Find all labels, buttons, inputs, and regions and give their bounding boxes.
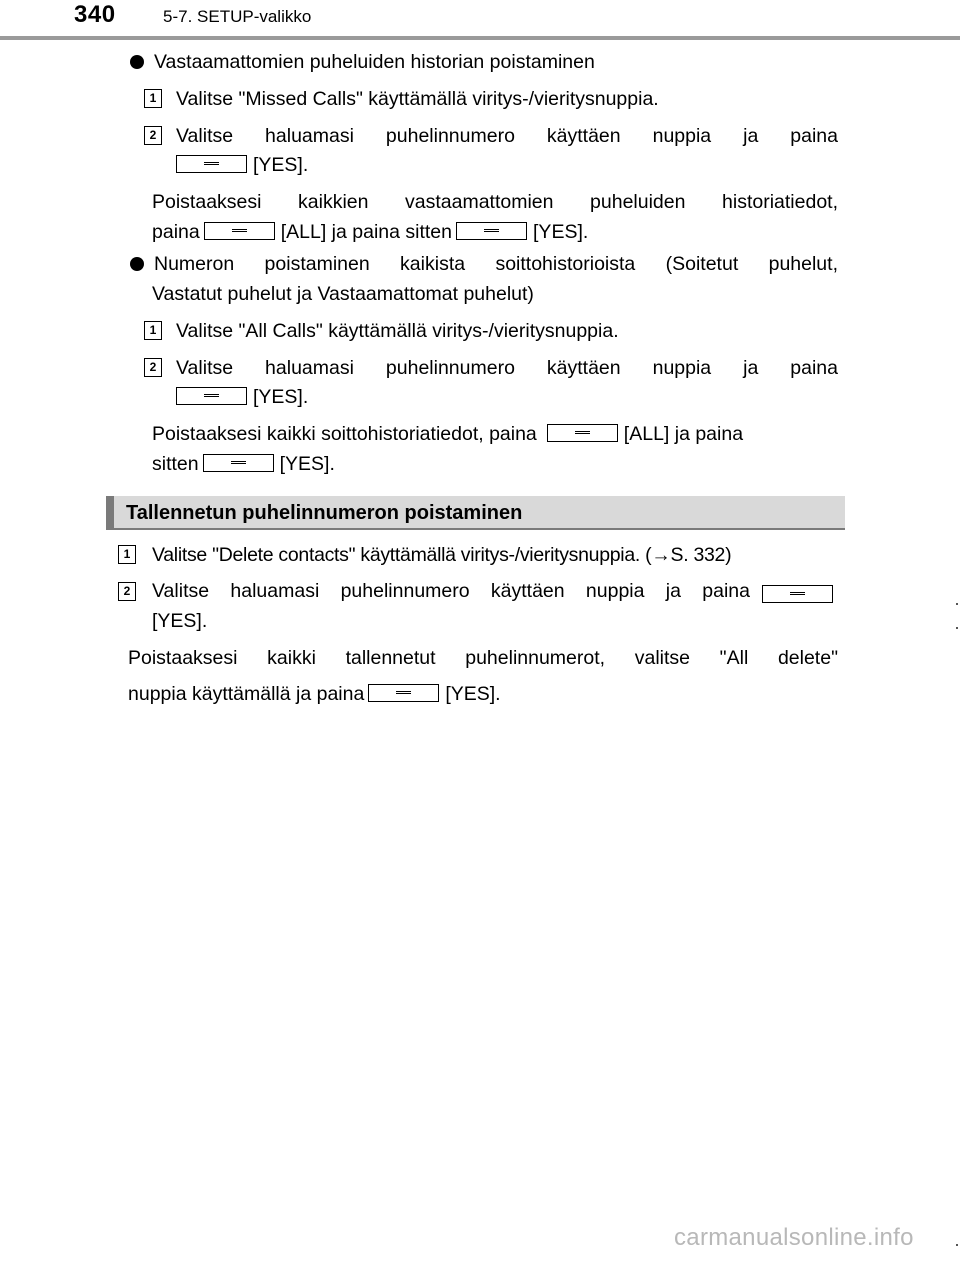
- note-text: Poistaaksesi kaikki soittohistoriatiedot, paina [ALL] ja paina: [152, 423, 744, 445]
- heading-underline: [106, 528, 845, 530]
- step-number: 2: [144, 126, 162, 145]
- watermark: carmanualsonline.info: [674, 1224, 914, 1251]
- menu-button-icon: [762, 585, 833, 603]
- edge-mark: [956, 627, 958, 629]
- menu-button-icon: [547, 424, 618, 442]
- step-text: Valitse "Missed Calls" käyttämällä viritys-/vieritysnuppia.: [176, 88, 659, 110]
- header-divider: [0, 36, 960, 40]
- step-number: 1: [144, 89, 162, 108]
- heading-accent: [106, 496, 114, 530]
- page-number: 340: [74, 1, 116, 28]
- menu-button-icon: [456, 222, 527, 240]
- arrow-icon: →: [651, 544, 671, 566]
- block-title: Numeron poistaminen kaikista soittohistorioista (Soitetut puhelut,: [154, 253, 838, 275]
- note-text-cont: sitten [YES].: [152, 453, 335, 475]
- bullet-icon: [130, 257, 144, 271]
- edge-mark: [956, 603, 958, 605]
- step-text: Valitse "Delete contacts" käyttämällä viritys-/vieritysnuppia. (→S. 332): [152, 544, 732, 566]
- note-text: Poistaaksesi kaikkien vastaamattomien puheluiden historiatiedot,: [152, 191, 838, 213]
- section-heading: [106, 496, 845, 530]
- section-heading-text: Tallennetun puhelinnumeron poistaminen: [126, 502, 523, 524]
- note-text-cont: nuppia käyttämällä ja paina [YES].: [128, 683, 501, 705]
- step-text-cont: [YES].: [176, 152, 308, 178]
- step-text-cont: [YES].: [176, 384, 308, 410]
- step-text: Valitse haluamasi puhelinnumero käyttäen nuppia ja paina: [176, 125, 838, 147]
- step-text: Valitse haluamasi puhelinnumero käyttäen nuppia ja paina: [152, 580, 750, 602]
- step-text: Valitse haluamasi puhelinnumero käyttäen nuppia ja paina: [176, 357, 838, 379]
- step-text: Valitse "All Calls" käyttämällä viritys-/vieritysnuppia.: [176, 320, 619, 342]
- note-text-cont: paina [ALL] ja paina sitten [YES].: [152, 221, 589, 243]
- section-label: 5-7. SETUP-valikko: [163, 7, 312, 26]
- step-number: 1: [118, 545, 136, 564]
- bullet-icon: [130, 55, 144, 69]
- menu-button-icon: [176, 387, 247, 405]
- note-text: Poistaaksesi kaikki tallennetut puhelinnumerot, valitse "All delete": [128, 647, 838, 669]
- menu-button-icon: [176, 155, 247, 173]
- menu-button-icon: [203, 454, 274, 472]
- edge-mark: [956, 1244, 958, 1246]
- menu-button-icon: [368, 684, 439, 702]
- step-number: 2: [144, 358, 162, 377]
- step-number: 2: [118, 582, 136, 601]
- step-number: 1: [144, 321, 162, 340]
- block-title: Vastaamattomien puheluiden historian poistaminen: [154, 51, 595, 73]
- step-text-cont: [YES].: [152, 610, 208, 632]
- menu-button-icon: [204, 222, 275, 240]
- block-title-cont: Vastatut puhelut ja Vastaamattomat puhelut): [152, 283, 534, 305]
